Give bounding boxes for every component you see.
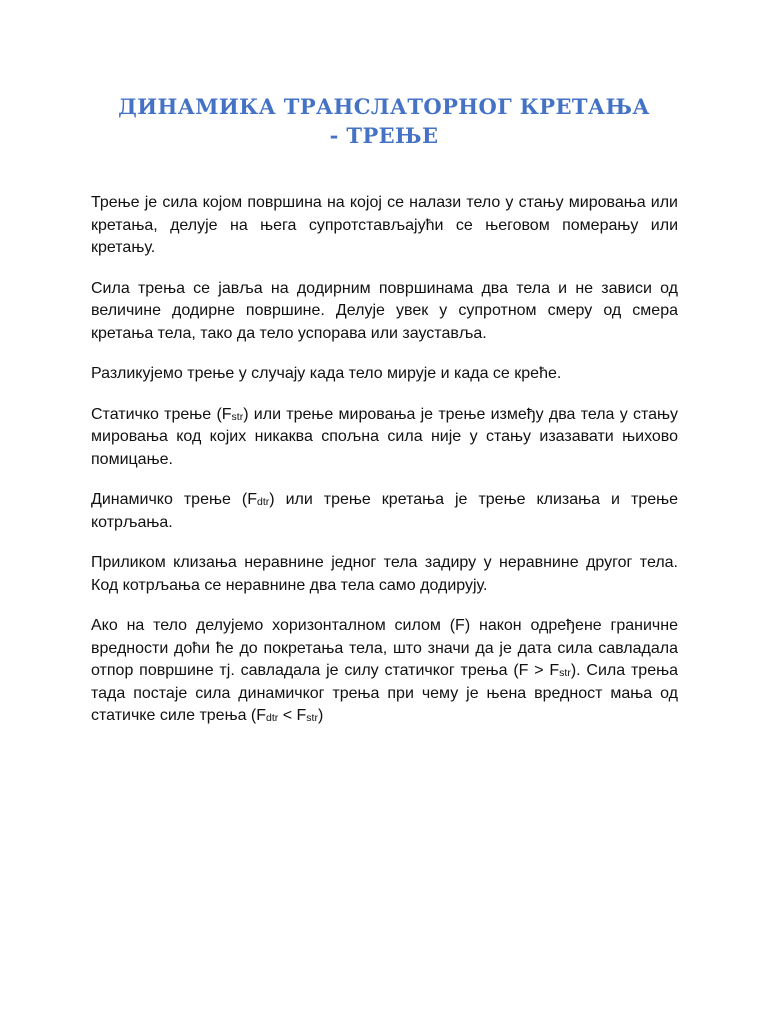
paragraph-definition: Трење је сила којом површина на којој се налази тело у стању мировања или кретања, делује на њега супротстављајући се његовом померању или кретању. — [91, 194, 678, 256]
static-friction-text-a: Статичко трење (F — [91, 405, 232, 423]
paragraph-contact-surfaces: Сила трења се јавља на додирним површинама два тела и не зависи од величине додирне површине. Делује увек у супротном смеру од смера кретања тела, тако да тело успорава или зауставља. — [91, 279, 678, 342]
static-friction-subscript: str — [231, 410, 244, 423]
paragraph-dynamic-friction — [91, 489, 678, 534]
static-friction-text-b: ) или трење мировања је трење између два тела у стању мировања код којих никаква спољна сила није у стању изазавати њихово помицање. — [91, 405, 678, 468]
paragraph-sliding-rolling: Приликом клизања неравнине једног тела задиру у неравнине другог тела. Код котрљања се неравнине два тела само додирују. — [91, 554, 678, 594]
horizontal-force-text-a: Ако на тело делујемо хоризонталном силом (F) након одређене граничне вредности доћи ће до покретања тела, што значи да је дата сила савладала отпор површине тј. савладала је силу статичког трења (F > F — [91, 617, 678, 679]
title-line-1: ДИНАМИКА ТРАНСЛАТОРНОГ КРЕТАЊА — [118, 94, 650, 119]
horizontal-force-text-c: < F — [278, 707, 307, 724]
dynamic-friction-subscript: dtr — [256, 496, 270, 508]
dynamic-friction-text-b: ) или трење кретања је трење клизања и трење котрљања. — [91, 491, 679, 531]
document-body — [91, 192, 678, 746]
page-title — [60, 92, 708, 150]
horizontal-force-subscript-3: str — [306, 712, 318, 724]
paragraph-horizontal-force — [91, 615, 678, 728]
horizontal-force-text-d: ) — [317, 707, 324, 724]
dynamic-friction-text-a: Динамичко трење (F — [91, 491, 257, 508]
horizontal-force-subscript-1: str — [559, 667, 571, 679]
horizontal-force-text-b: ). Сила трења тада постаје сила динамичког трења при чему је њена вредност мања од статичке силе трења (F — [91, 662, 678, 724]
title-line-2: - ТРЕЊЕ — [329, 123, 439, 148]
paragraph-static-friction — [91, 404, 678, 472]
paragraph-distinction: Разликујемо трење у случају када тело мирује и када се креће. — [91, 365, 562, 382]
horizontal-force-subscript-2: dtr — [266, 712, 279, 724]
